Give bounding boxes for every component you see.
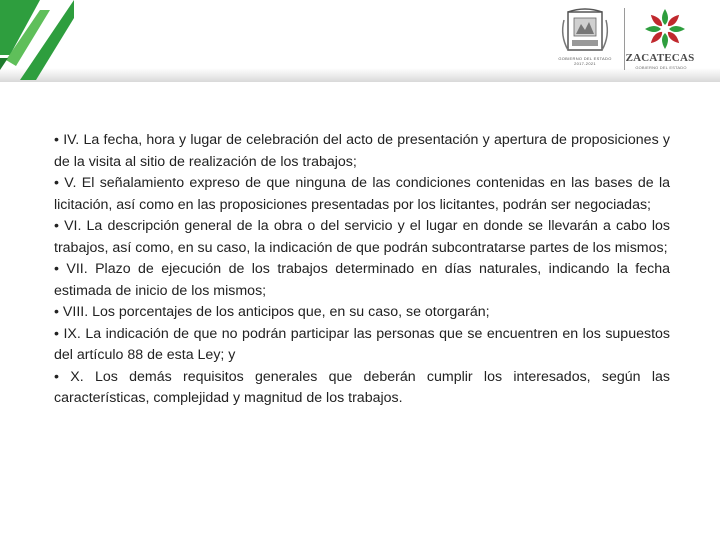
header-shadow [0, 68, 720, 82]
list-item: • V. El señalamiento expreso de que ninguna de las condiciones contenidas en las bases de la licitación, así como en las proposiciones presentadas por los licitantes, podrán ser negociadas; [54, 175, 670, 213]
list-item: • VI. La descripción general de la obra o del servicio y el lugar en donde se llevarán a cabo los trabajos, así como, en su caso, la indicación de que podrán subcontratarse partes de los mismos; [54, 218, 670, 256]
list-item: • X. Los demás requisitos generales que deberán cumplir los interesados, según las características, complejidad y magnitud de los trabajos. [54, 368, 670, 406]
list-item: • VII. Plazo de ejecución de los trabajos determinado en días naturales, indicando la fecha estimada de inicio de los mismos; [54, 261, 670, 299]
list-item: • IV. La fecha, hora y lugar de celebración del acto de presentación y apertura de proposiciones y de la visita al sitio de realización de los trabajos; [54, 132, 670, 170]
bullet-list [54, 130, 670, 410]
brand-tagline: GOBIERNO DEL ESTADO [635, 65, 687, 70]
seal-caption: GOBIERNO DEL ESTADO 2017-2021 [558, 56, 612, 66]
corner-ribbon-logo [0, 0, 74, 80]
zacatecas-star-logo [640, 6, 690, 52]
brand-name: ZACATECAS [625, 52, 695, 64]
list-item: • IX. La indicación de que no podrán participar las personas que se encuentren en los supuestos del artículo 88 de esta Ley; y [54, 325, 670, 363]
list-item: • VIII. Los porcentajes de los anticipos que, en su caso, se otorgarán; [54, 304, 490, 320]
